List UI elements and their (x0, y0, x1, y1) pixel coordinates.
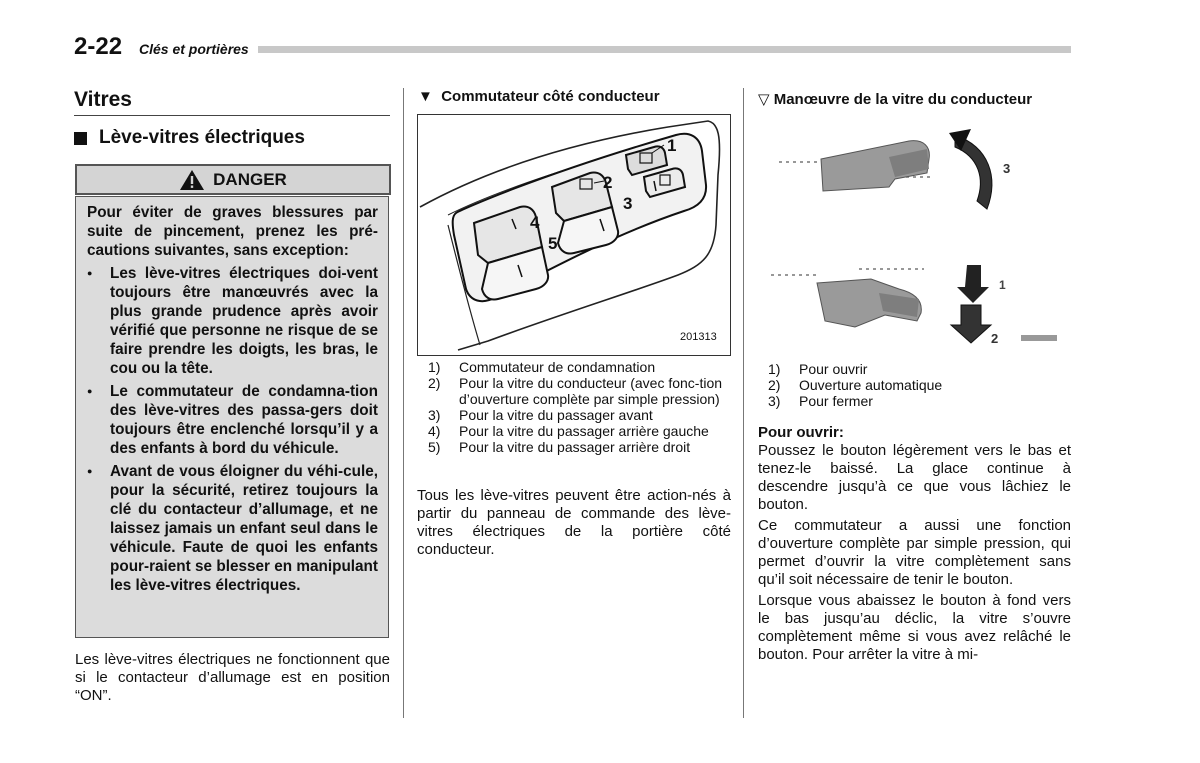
legend-text: Pour la vitre du conducteur (avec fonc-tion d’ouverture complète par simple pression) (459, 375, 723, 407)
driver-window-legend (768, 361, 1068, 409)
opening-instructions (758, 424, 1071, 667)
danger-item: ● Les lève-vitres électriques doi-vent toujours être manœuvrés avec la plus grande prudence après avoir vérifié que personne ne risque de se faire prendre les doigts, les bras, le cou ou la tête. (87, 264, 378, 378)
driver-switch-figure (417, 114, 731, 356)
danger-intro: Pour éviter de graves blessures par suite de pincement, prenez les pré-cautions suivantes, sans exception: (87, 204, 378, 259)
danger-list (87, 264, 378, 595)
instruction-paragraph: Ce commutateur a aussi une fonction d’ouverture complète par simple pression, qui permet d’ouvrir la vitre complètement sans qu’il soit nécessaire de tenir le bouton. (758, 517, 1071, 588)
driver-switch-heading (418, 88, 660, 105)
danger-item: ● Avant de vous éloigner du véhi-cule, pour la sécurité, retirez toujours la clé du contacteur d’allumage, et ne laissez jamais un enfant seul dans le véhicule. Faute de quoi les enfants pour-raient se blesser en manipulant les lève-vitres électriques. (87, 462, 378, 595)
danger-text (87, 203, 378, 599)
driver-window-figure (759, 117, 1070, 353)
figure-callout-1: 1 (999, 278, 1006, 292)
legend-item (428, 439, 731, 455)
legend-number: 5) (428, 439, 441, 455)
heading-marker: ▼ (418, 88, 433, 105)
legend-text: Pour fermer (799, 393, 873, 409)
callout-3: 3 (623, 194, 633, 213)
legend-number: 1) (428, 359, 441, 375)
legend-text: Pour la vitre du passager arrière gauche (459, 423, 709, 439)
warning-triangle-icon (179, 169, 205, 191)
danger-label: DANGER (213, 169, 287, 189)
square-bullet-icon (74, 132, 87, 145)
window-switch-operation-illustration (759, 117, 1070, 353)
legend-text: Commutateur de condamnation (459, 359, 656, 375)
heading-text: Commutateur côté conducteur (441, 88, 660, 105)
legend-number: 4) (428, 423, 441, 439)
subsection-title (74, 127, 305, 149)
instruction-paragraph: Poussez le bouton légèrement vers le bas et tenez-le baissé. La glace continue à descendre jusqu’à ce que vous lâchiez le bouton. (758, 442, 1071, 513)
figure-callout-3: 3 (1003, 161, 1011, 176)
driver-switch-legend (428, 359, 731, 455)
page-number: 2-22 (74, 33, 123, 60)
driver-window-heading (758, 90, 1032, 108)
danger-header (75, 164, 391, 195)
legend-item (768, 361, 1068, 377)
door-switch-panel-illustration (418, 115, 730, 355)
column-divider (403, 88, 404, 718)
legend-item (428, 375, 731, 407)
legend-item (428, 359, 731, 375)
section-title: Vitres (74, 88, 132, 111)
driver-panel-note: Tous les lève-vitres peuvent être action-nés à partir du panneau de commande des lève-vitres électriques de la portière côté conducteur. (417, 487, 731, 558)
legend-number: 3) (428, 407, 441, 423)
heading-text: Manœuvre de la vitre du conducteur (773, 91, 1033, 108)
callout-2: 2 (603, 173, 613, 192)
legend-item (428, 423, 731, 439)
legend-item (428, 407, 731, 423)
legend-item (768, 393, 1068, 409)
legend-text: Ouverture automatique (799, 377, 943, 393)
callout-5: 5 (548, 234, 558, 253)
legend-number: 2) (768, 377, 781, 393)
column-divider (743, 88, 744, 718)
chapter-title: Clés et portières (139, 41, 249, 57)
legend-text: Pour la vitre du passager arrière droit (459, 439, 691, 455)
legend-number: 1) (768, 361, 781, 377)
callout-1: 1 (667, 136, 677, 155)
legend-text: Pour la vitre du passager avant (459, 407, 653, 423)
opening-heading: Pour ouvrir: (758, 424, 844, 441)
legend-item (768, 377, 1068, 393)
ignition-note: Les lève-vitres électriques ne fonctionnent que si le contacteur d’allumage est en position “ON”. (75, 651, 390, 704)
danger-item: ● Le commutateur de condamna-tion des lève-vitres des passa-gers doit toujours être enclenché lorsqu’il y a des enfants à bord du véhicule. (87, 382, 378, 458)
heading-marker: ▽ (758, 91, 770, 108)
legend-text: Pour ouvrir (799, 361, 868, 377)
legend-number: 3) (768, 393, 781, 409)
instruction-paragraph: Lorsque vous abaissez le bouton à fond vers le bas jusqu’au déclic, la vitre s’ouvre complètement même si vous avez relâché le bouton. Pour arrêter la vitre à mi- (758, 592, 1071, 663)
callout-4: 4 (530, 213, 540, 232)
figure-callout-2: 2 (991, 331, 999, 346)
section-rule (74, 115, 390, 116)
legend-number: 2) (428, 375, 441, 391)
figure-code: 201313 (680, 331, 717, 343)
subsection-title-text: Lève-vitres électriques (99, 127, 305, 148)
header-bar (258, 46, 1071, 53)
